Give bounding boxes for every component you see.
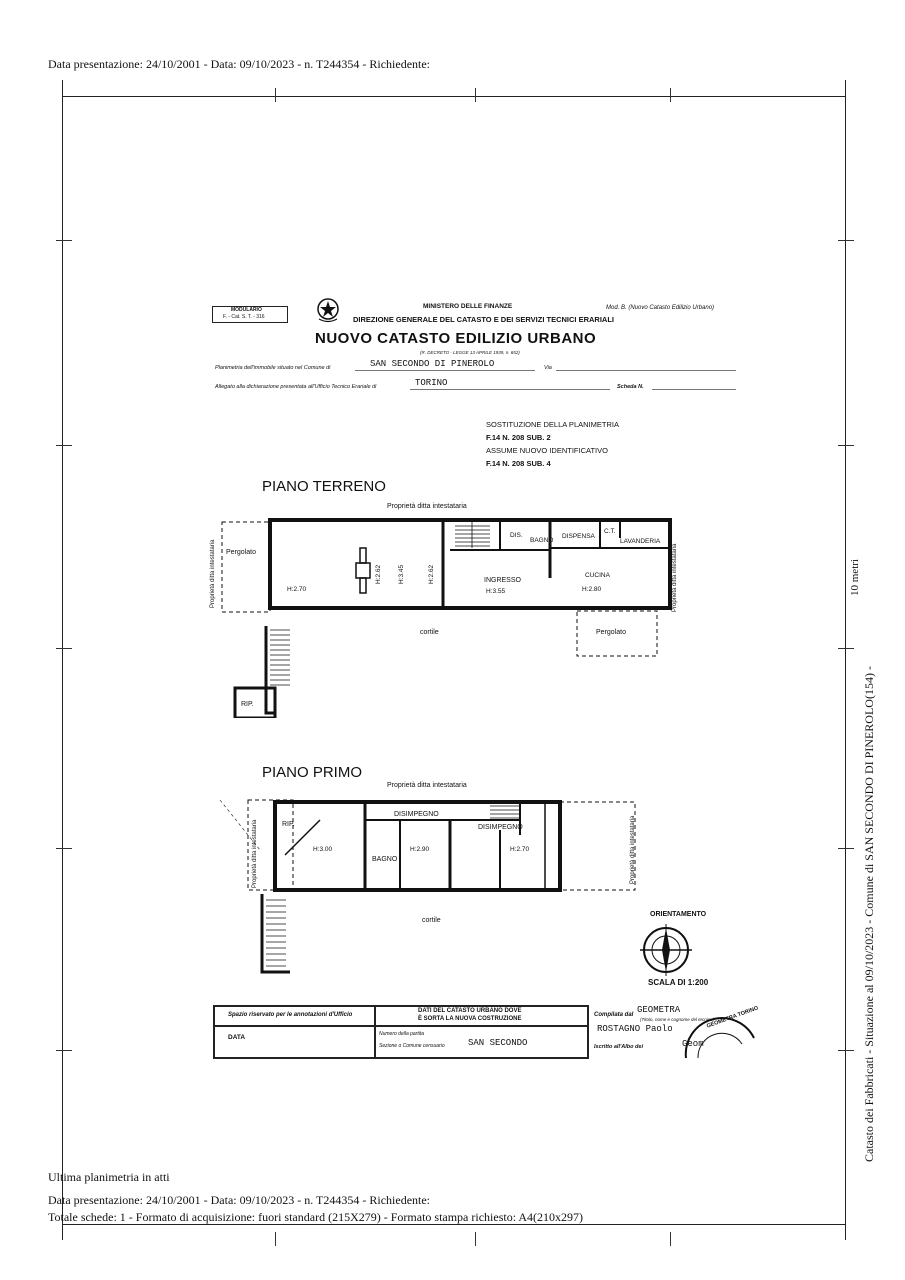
- partita-label: Numero della partita: [379, 1031, 425, 1037]
- note-line-2: F.14 N. 208 SUB. 2: [486, 433, 551, 442]
- header-line: Data presentazione: 24/10/2001 - Data: 09/10/2023 - n. T244354 - Richiedente:: [48, 57, 431, 71]
- note-line-1: SOSTITUZIONE DELLA PLANIMETRIA: [486, 420, 619, 429]
- tick: [838, 445, 854, 446]
- ground-right-label: Proprietà ditta intestataria: [672, 543, 678, 612]
- first-top-label: Proprietà ditta intestataria: [387, 782, 467, 789]
- footer-line-2: Data presentazione: 24/10/2001 - Data: 09/10/2023 - n. T244354 - Richiedente:: [48, 1193, 431, 1207]
- direction-label: DIREZIONE GENERALE DEL CATASTO E DEI SERVIZI TECNICI ERARIALI: [353, 315, 614, 324]
- side-scale: 10 metri: [849, 559, 861, 596]
- compass-icon: [636, 920, 696, 980]
- gf-room-cucina: CUCINA: [585, 572, 610, 579]
- dati-title-2: È SORTA LA NUOVA COSTRUZIONE: [418, 1016, 522, 1022]
- ground-left-label: Proprietà ditta intestataria: [210, 539, 216, 608]
- sezione-label: Sezione o Comune censuario: [379, 1043, 445, 1049]
- gf-room-dispensa: DISPENSA: [562, 533, 595, 540]
- footer-line-1: Ultima planimetria in atti: [48, 1170, 170, 1184]
- ff-cortile: cortile: [422, 917, 441, 924]
- table-divider: [374, 1005, 376, 1057]
- ff-room-rip: RIP.: [282, 821, 295, 828]
- gf-rip: RIP.: [241, 701, 254, 708]
- tick: [838, 240, 854, 241]
- note-line-4: F.14 N. 208 SUB. 4: [486, 459, 551, 468]
- scheda-label: Scheda N.: [617, 384, 644, 390]
- comune-underline: [355, 370, 535, 371]
- stamp-icon: [680, 1008, 760, 1060]
- gf-room-ingresso: INGRESSO: [484, 577, 521, 584]
- ff-room-h300: H:3.00: [313, 846, 333, 853]
- tick: [838, 648, 854, 649]
- orientation-label: ORIENTAMENTO: [650, 911, 707, 918]
- first-left-label: Proprietà ditta intestataria: [252, 819, 258, 888]
- footer-line-3: Totale schede: 1 - Formato di acquisizione: fuori standard (215X279) - Formato stampa richiesto: A4(210x297): [48, 1210, 584, 1224]
- compilata-label: Compilata dal: [594, 1012, 634, 1018]
- gf-room-h270: H:2.70: [287, 586, 307, 593]
- ministry-label: MINISTERO DELLE FINANZE: [423, 303, 513, 310]
- gf-room-h262a: H:2.62: [375, 564, 382, 584]
- sezione-value: SAN SECONDO: [468, 1038, 528, 1048]
- data-label: DATA: [228, 1034, 246, 1041]
- gf-cortile: cortile: [420, 629, 439, 636]
- gf-room-h262b: H:2.62: [428, 564, 435, 584]
- reserved-label: Spazio riservato per le annotazioni d'Ufficio: [228, 1012, 353, 1018]
- scheda-underline: [652, 389, 736, 390]
- iscritto-value: Geom: [682, 1039, 704, 1049]
- side-text: Catasto dei Fabbricati - Situazione al 09/10/2023 - Comune di SAN SECONDO DI PINEROLO(154) -: [862, 666, 876, 1162]
- dati-title-1: DATI DEL CATASTO URBANO DOVE: [418, 1008, 522, 1014]
- gf-room-h280: H:2.80: [582, 586, 602, 593]
- tecnico-value: ROSTAGNO Paolo: [597, 1024, 673, 1034]
- gf-room-pergolato: Pergolato: [226, 549, 256, 556]
- frame-left: [62, 80, 63, 1240]
- compilata-value: GEOMETRA: [637, 1005, 681, 1015]
- form-title: NUOVO CATASTO EDILIZIO URBANO: [315, 330, 597, 347]
- gf-room-ct: C.T.: [604, 528, 616, 535]
- ground-floor-plan: [200, 508, 690, 718]
- ff-room-h270: H:2.70: [510, 846, 530, 853]
- frame-right: [845, 80, 846, 1240]
- tick: [838, 848, 854, 849]
- ground-floor-title: PIANO TERRENO: [262, 478, 386, 495]
- gf-room-bagno: BAGNO: [530, 537, 554, 544]
- gf-room-dis: DIS.: [510, 532, 523, 539]
- mod-b-label: Mod. B. (Nuovo Catasto Edilizio Urbano): [606, 305, 715, 311]
- tick: [56, 1050, 72, 1051]
- first-floor-title: PIANO PRIMO: [262, 764, 363, 781]
- ff-room-bagno: BAGNO: [372, 856, 398, 863]
- ground-top-label: Proprietà ditta intestataria: [387, 503, 467, 510]
- gf-pergolato-bottom: Pergolato: [596, 629, 626, 636]
- tick: [275, 88, 276, 102]
- modulario-code: F. - Cat. S. T. - 316: [223, 314, 265, 320]
- ufficio-underline: [410, 389, 610, 390]
- via-label: Via: [544, 365, 552, 371]
- modulario-box: [212, 306, 288, 323]
- comune-value: SAN SECONDO DI PINEROLO: [370, 359, 495, 369]
- ff-room-disimpegno2: DISIMPEGNO: [478, 824, 523, 831]
- tick: [670, 88, 671, 102]
- tick: [475, 1232, 476, 1246]
- ff-room-disimpegno1: DISIMPEGNO: [394, 811, 439, 818]
- frame-top: [62, 96, 846, 97]
- allegato-label: Allegato alla dichiarazione presentata all'Ufficio Tecnico Erariale di: [215, 384, 377, 390]
- tick: [56, 648, 72, 649]
- modulario-label: MODULARIO: [231, 307, 262, 313]
- tick: [838, 1050, 854, 1051]
- tick: [56, 848, 72, 849]
- tick: [275, 1232, 276, 1246]
- stamp-text: GEOMETRA TORINO: [706, 1005, 760, 1030]
- first-floor-plan: [200, 790, 650, 980]
- scale-label: SCALA DI 1:200: [648, 978, 709, 987]
- gf-room-lavanderia: LAVANDERIA: [620, 538, 661, 545]
- tick: [56, 240, 72, 241]
- emblem-icon: [316, 296, 340, 324]
- planimetria-label: Planimetria dell'immobile situato nel Comune di: [215, 365, 331, 371]
- gf-room-h345: H:3.45: [398, 564, 405, 584]
- iscritto-label: Iscritto all'Albo dei: [594, 1044, 643, 1050]
- table-header-line: [213, 1025, 587, 1027]
- decree-label: (R. DECRETO - LEGGE 13 APRILE 1939, n. 652): [420, 350, 520, 355]
- ff-room-h290: H:2.90: [410, 846, 430, 853]
- tick: [475, 88, 476, 102]
- ufficio-value: TORINO: [415, 378, 448, 388]
- note-line-3: ASSUME NUOVO IDENTIFICATIVO: [486, 446, 608, 455]
- tick: [56, 445, 72, 446]
- first-right-label: Proprietà ditta intestataria: [630, 815, 636, 884]
- tick: [670, 1232, 671, 1246]
- gf-room-h355: H:3.55: [486, 588, 506, 595]
- titolo-label: (Titolo, nome e cognome del tecnico): [640, 1017, 714, 1022]
- via-underline: [556, 370, 736, 371]
